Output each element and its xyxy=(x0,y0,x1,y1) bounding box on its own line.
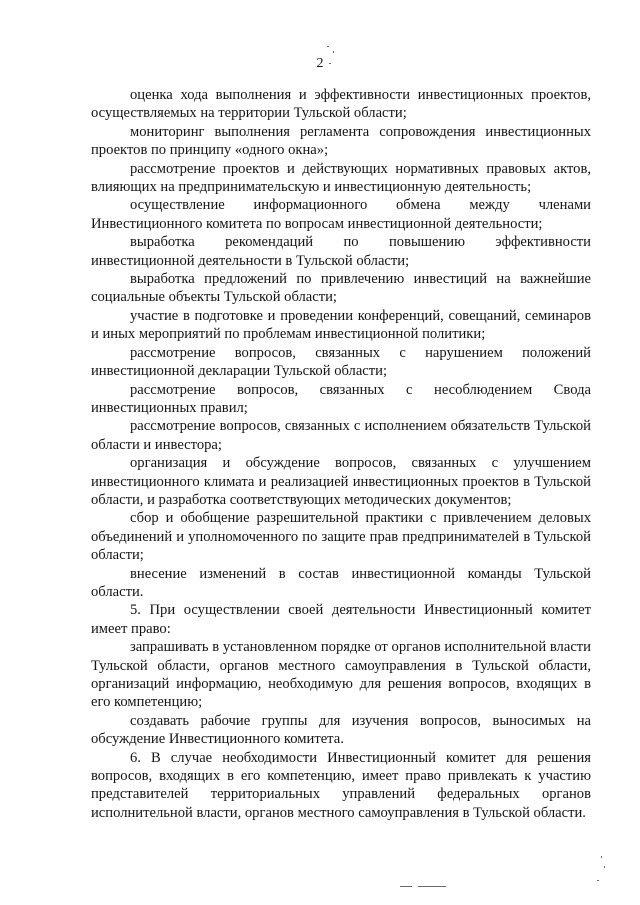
scan-speck xyxy=(597,880,599,881)
paragraph: 6. В случае необходимости Инвестиционный комитет для решения вопросов, входящих в его компетенцию, имеет право привлекать к участию представителей территориальных управлений федеральных органов исполнительной власти, органов местного самоуправления в Тульской области. xyxy=(91,749,591,821)
paragraph: 5. При осуществлении своей деятельности Инвестиционный комитет имеет право: xyxy=(91,602,591,637)
page-number: 2 xyxy=(316,56,324,71)
body-text xyxy=(91,86,591,822)
scan-speck xyxy=(329,63,331,64)
paragraph: оценка хода выполнения и эффективности инвестиционных проектов, осуществляемых на территории Тульской области; xyxy=(91,87,591,122)
paragraph: создавать рабочие группы для изучения вопросов, выносимых на обсуждение Инвестиционного комитета. xyxy=(91,712,591,748)
scan-speck xyxy=(333,51,334,53)
paragraph: сбор и обобщение разрешительной практики с привлечением деловых объединений и уполномоченного по защите прав предпринимателей в Тульской области; xyxy=(91,510,591,564)
paragraph: рассмотрение вопросов, связанных с нарушением положений инвестиционной декларации Тульской области; xyxy=(91,344,591,380)
paragraph: участие в подготовке и проведении конференций, совещаний, семинаров и иных мероприятий по проблемам инвестиционной политики; xyxy=(91,307,591,343)
scan-speck xyxy=(400,886,412,887)
paragraph: мониторинг выполнения регламента сопровождения инвестиционных проектов по принципу «одного окна»; xyxy=(91,123,591,159)
paragraph: рассмотрение вопросов, связанных с исполнением обязательств Тульской области и инвестора; xyxy=(91,418,591,453)
paragraph: выработка рекомендаций по повышению эффективности инвестиционной деятельности в Тульской области; xyxy=(91,234,591,269)
scan-speck xyxy=(327,46,329,47)
paragraph: рассмотрение проектов и действующих нормативных правовых актов, влияющих на предпринимательскую и инвестиционную деятельность; xyxy=(91,160,591,196)
paragraph: выработка предложений по привлечению инвестиций на важнейшие социальные объекты Тульской области; xyxy=(91,271,591,306)
scan-speck xyxy=(418,886,446,887)
paragraph: рассмотрение вопросов, связанных с несоблюдением Свода инвестиционных правил; xyxy=(91,381,591,416)
scan-speck xyxy=(604,866,605,868)
paragraph: запрашивать в установленном порядке от органов исполнительной власти Тульской области, органов местного самоуправления в Тульской области, организаций информацию, необходимую для решения вопросов, входящих в его компетенцию; xyxy=(91,639,591,711)
paragraph: осуществление информационного обмена между членами Инвестиционного комитета по вопросам инвестиционной деятельности; xyxy=(91,197,591,232)
paragraph: внесение изменений в состав инвестиционной команды Тульской области. xyxy=(91,565,591,600)
scan-speck xyxy=(601,856,602,858)
paragraph: организация и обсуждение вопросов, связанных с улучшением инвестиционного климата и реализацией инвестиционных проектов в Тульской области, и разработка соответствующих методических документов; xyxy=(91,455,591,508)
